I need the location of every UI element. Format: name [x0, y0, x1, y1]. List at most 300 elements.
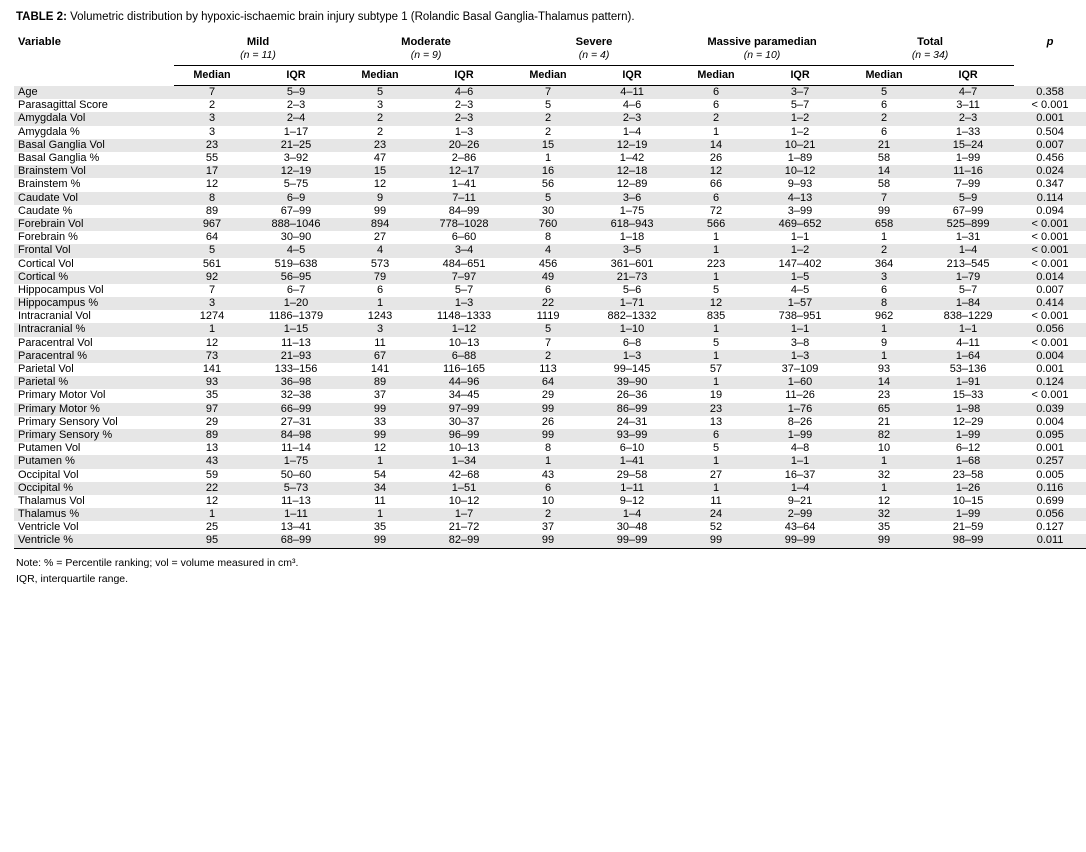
- row-cell: 68–99: [250, 534, 342, 548]
- row-cell: 6–10: [619, 442, 645, 455]
- row-cell: 2: [208, 99, 216, 112]
- row-cell: 33: [373, 415, 387, 428]
- row-variable-label: Basal Ganglia %: [18, 152, 100, 164]
- row-cell: 1–5: [754, 271, 846, 284]
- row-cell: 43–64: [784, 521, 816, 534]
- row-cell: 2: [510, 112, 586, 125]
- row-variable-label: Parietal Vol: [18, 363, 74, 375]
- row-cell: 92: [174, 271, 250, 284]
- row-cell: 10–13: [448, 442, 480, 455]
- row-cell: 1: [846, 350, 922, 363]
- row-cell: 4–7: [922, 86, 1014, 100]
- row-cell: 99: [342, 534, 418, 548]
- row-cell: 6: [712, 99, 720, 112]
- row-cell: 32–38: [280, 389, 312, 402]
- row-cell: 1–4: [922, 244, 1014, 257]
- row-cell: 12: [877, 494, 891, 507]
- row-cell: 4–13: [754, 192, 846, 205]
- row-variable-label: Basal Ganglia Vol: [14, 139, 174, 152]
- row-cell: 11–26: [785, 389, 815, 402]
- row-cell: 15: [510, 139, 586, 152]
- row-cell: 1–42: [619, 152, 645, 164]
- row-cell: 2–86: [451, 152, 477, 164]
- row-cell: 16: [510, 165, 586, 178]
- row-variable-label: Caudate Vol: [14, 192, 174, 205]
- row-variable-label: Paracentral %: [14, 350, 174, 363]
- row-cell: 7–99: [955, 178, 981, 191]
- row-cell: 1–12: [418, 323, 510, 336]
- row-p-value: 0.056: [1014, 323, 1086, 336]
- row-cell: 5–7: [454, 283, 474, 296]
- row-cell: 1119: [536, 310, 560, 323]
- row-cell: 36–98: [250, 376, 342, 389]
- row-p-value: 0.358: [1014, 86, 1086, 100]
- row-cell: 2: [846, 244, 922, 257]
- row-cell: 3: [846, 271, 922, 284]
- row-cell: 13: [709, 415, 723, 428]
- row-cell: 6–8: [622, 336, 642, 349]
- table-row: [14, 508, 1086, 521]
- row-cell: 29: [205, 415, 219, 428]
- row-cell: 35: [877, 521, 891, 534]
- row-cell: 3–99: [787, 204, 813, 217]
- table-row: [14, 112, 1086, 125]
- row-cell: 3: [174, 112, 250, 125]
- row-cell: 2: [544, 125, 552, 138]
- row-cell: 1: [678, 323, 754, 336]
- row-cell: 35: [205, 389, 219, 402]
- table-row: [14, 258, 1086, 271]
- row-cell: 57: [709, 363, 723, 375]
- row-cell: 37–109: [781, 363, 819, 375]
- row-cell: 23: [877, 389, 891, 402]
- row-cell: 9–93: [787, 178, 813, 191]
- row-variable-label: Intracranial %: [14, 323, 174, 336]
- note-line-2: IQR, interquartile range.: [16, 572, 129, 585]
- row-cell: 59: [205, 468, 219, 481]
- row-cell: 8: [544, 442, 552, 455]
- row-cell: 1–34: [418, 455, 510, 468]
- row-cell: 67: [342, 350, 418, 363]
- table-row: [14, 337, 1086, 350]
- row-cell: 658: [846, 218, 922, 231]
- row-cell: 6: [678, 192, 754, 205]
- row-variable-label: Primary Sensory %: [14, 429, 174, 442]
- row-cell: 2–3: [418, 112, 510, 125]
- row-variable-label: Amygdala Vol: [14, 112, 174, 125]
- row-cell: 10–13: [448, 336, 480, 349]
- row-variable-label: Forebrain Vol: [14, 218, 174, 231]
- row-cell: 29: [541, 389, 555, 402]
- row-cell: 1: [678, 455, 754, 468]
- row-cell: 7: [544, 336, 552, 349]
- row-cell: 141: [370, 363, 390, 375]
- row-cell: 3–92: [283, 152, 309, 164]
- row-cell: 5–6: [622, 283, 642, 296]
- row-cell: 99: [678, 534, 754, 548]
- row-cell: 13: [205, 442, 219, 455]
- row-cell: 72: [709, 204, 723, 217]
- row-cell: 361–601: [610, 257, 654, 270]
- row-cell: 98–99: [922, 534, 1014, 548]
- row-cell: 44–96: [418, 376, 510, 389]
- table-row: [14, 416, 1086, 429]
- row-cell: 1–26: [922, 482, 1014, 495]
- row-variable-label: Parasagittal Score: [18, 99, 108, 112]
- row-cell: 2–3: [454, 99, 474, 112]
- row-cell: 67–99: [952, 204, 984, 217]
- row-cell: 21–93: [250, 350, 342, 363]
- row-cell: 1–75: [250, 455, 342, 468]
- row-cell: 223: [706, 257, 726, 270]
- row-p-value: 0.699: [1036, 494, 1064, 507]
- row-cell: 6: [510, 482, 586, 495]
- row-cell: 26–36: [616, 389, 648, 402]
- row-cell: 9–12: [619, 494, 645, 507]
- row-variable-label: Ventricle Vol: [18, 521, 79, 534]
- row-cell: 1–33: [955, 125, 981, 138]
- row-cell: 6–60: [451, 231, 477, 244]
- header-group-row: [14, 31, 1086, 66]
- row-p-value: 0.007: [1014, 139, 1086, 152]
- row-cell: 1–1: [754, 323, 846, 336]
- row-p-value: 0.127: [1036, 521, 1064, 534]
- row-cell: 5–75: [283, 178, 309, 191]
- row-cell: 4–6: [622, 99, 642, 112]
- row-cell: 89: [205, 204, 219, 217]
- table-row: [14, 389, 1086, 402]
- header-variable: Variable: [18, 35, 61, 48]
- row-cell: 1: [678, 376, 754, 389]
- row-cell: 4–5: [790, 283, 810, 296]
- row-cell: 1: [678, 482, 754, 495]
- row-cell: 5: [846, 86, 922, 100]
- row-cell: 760: [510, 218, 586, 231]
- row-variable-label: Cortical Vol: [18, 257, 74, 270]
- row-p-value: 0.039: [1014, 403, 1086, 416]
- header-group-massive-paramedian: Massive paramedian (n = 10): [678, 31, 846, 66]
- row-cell: 84–99: [448, 204, 480, 217]
- row-variable-label: Primary Sensory Vol: [18, 415, 118, 428]
- row-cell: 1–2: [754, 244, 846, 257]
- row-cell: 8: [544, 231, 552, 244]
- row-cell: 97: [174, 403, 250, 416]
- row-cell: 8–26: [787, 415, 813, 428]
- table-row: [14, 350, 1086, 363]
- row-p-value: < 0.001: [1014, 218, 1086, 231]
- row-cell: 12–89: [616, 178, 648, 191]
- row-cell: 1–71: [586, 297, 678, 310]
- row-cell: 21–73: [586, 271, 678, 284]
- row-cell: 1: [846, 323, 922, 336]
- row-cell: 26: [709, 152, 723, 164]
- row-cell: 3: [342, 323, 418, 336]
- row-cell: 5: [174, 244, 250, 257]
- row-cell: 23: [342, 139, 418, 152]
- row-cell: 13–41: [280, 521, 312, 534]
- row-cell: 12: [205, 494, 219, 507]
- header-mild-iqr: IQR: [250, 66, 342, 86]
- table-row: [14, 442, 1086, 455]
- row-cell: 5: [712, 336, 720, 349]
- table-row: [14, 244, 1086, 257]
- row-cell: 6: [880, 125, 888, 138]
- table-caption: [16, 10, 1002, 25]
- row-cell: 1–60: [754, 376, 846, 389]
- row-cell: 2–3: [286, 99, 306, 112]
- row-cell: 469–652: [754, 218, 846, 231]
- row-cell: 1: [678, 271, 754, 284]
- row-cell: 99: [342, 403, 418, 416]
- row-cell: 9: [342, 192, 418, 205]
- row-cell: 95: [174, 534, 250, 548]
- row-p-value: 0.347: [1036, 178, 1064, 191]
- row-cell: 4: [342, 244, 418, 257]
- row-cell: 86–99: [586, 403, 678, 416]
- row-cell: 10–12: [754, 165, 846, 178]
- table-row: [14, 152, 1086, 165]
- row-cell: 12: [678, 297, 754, 310]
- row-cell: 7: [174, 86, 250, 100]
- header-massive-median: Median: [678, 66, 754, 86]
- row-cell: 8: [846, 297, 922, 310]
- row-cell: 962: [874, 310, 894, 323]
- row-cell: 99: [877, 204, 891, 217]
- row-cell: 6: [880, 283, 888, 296]
- row-cell: 1: [174, 323, 250, 336]
- row-cell: 5–9: [250, 86, 342, 100]
- row-cell: 53–136: [949, 363, 987, 375]
- row-p-value: < 0.001: [1031, 389, 1069, 402]
- row-cell: 66–99: [250, 403, 342, 416]
- row-variable-label: Forebrain %: [18, 231, 78, 244]
- row-p-value: 0.456: [1036, 152, 1064, 164]
- row-cell: 4–5: [250, 244, 342, 257]
- row-cell: 2: [846, 112, 922, 125]
- row-cell: 3–11: [956, 99, 980, 112]
- row-cell: 1–3: [418, 297, 510, 310]
- row-cell: 967: [174, 218, 250, 231]
- row-cell: 27: [373, 231, 387, 244]
- row-cell: 2: [678, 112, 754, 125]
- table-row: [14, 165, 1086, 178]
- row-cell: 42–68: [448, 468, 480, 481]
- row-cell: 6: [678, 429, 754, 442]
- row-cell: 17: [174, 165, 250, 178]
- row-cell: 1: [174, 508, 250, 521]
- row-cell: 1186–1379: [268, 310, 324, 323]
- table-row: [14, 429, 1086, 442]
- row-cell: 50–60: [280, 468, 312, 481]
- header-total-iqr: IQR: [922, 66, 1014, 86]
- row-cell: 82: [846, 429, 922, 442]
- header-massive-iqr: IQR: [754, 66, 846, 86]
- row-cell: 1–1: [922, 323, 1014, 336]
- row-cell: 10: [877, 442, 891, 455]
- row-cell: 34: [342, 482, 418, 495]
- row-cell: 3–6: [586, 192, 678, 205]
- table-row: [14, 86, 1086, 100]
- row-cell: 22: [510, 297, 586, 310]
- row-cell: 4–11: [956, 336, 980, 349]
- row-cell: 79: [342, 271, 418, 284]
- table-row: [14, 178, 1086, 191]
- table-row: [14, 310, 1086, 323]
- row-cell: 1: [712, 231, 720, 244]
- row-p-value: 0.004: [1014, 350, 1086, 363]
- row-p-value: < 0.001: [1031, 231, 1069, 244]
- header-total-median: Median: [846, 66, 922, 86]
- row-cell: 7: [510, 86, 586, 100]
- row-cell: 1–79: [922, 271, 1014, 284]
- row-cell: 49: [510, 271, 586, 284]
- row-cell: 19: [709, 389, 723, 402]
- row-p-value: 0.056: [1014, 508, 1086, 521]
- row-p-value: < 0.001: [1031, 310, 1069, 323]
- row-cell: 4–8: [790, 442, 810, 455]
- table-row: [14, 455, 1086, 468]
- row-cell: 21–59: [952, 521, 984, 534]
- table-row: [14, 534, 1086, 548]
- row-cell: 21–72: [448, 521, 480, 534]
- table-row: [14, 284, 1086, 297]
- row-cell: 3–4: [418, 244, 510, 257]
- row-cell: 4: [510, 244, 586, 257]
- table-row: [14, 482, 1086, 495]
- row-p-value: 0.095: [1014, 429, 1086, 442]
- row-cell: 6: [678, 86, 754, 100]
- row-p-value: < 0.001: [1014, 244, 1086, 257]
- row-cell: 11–16: [922, 165, 1014, 178]
- row-cell: 37: [541, 521, 555, 534]
- row-variable-label: Thalamus Vol: [18, 494, 85, 507]
- row-cell: 12–19: [586, 139, 678, 152]
- header-moderate-iqr: IQR: [418, 66, 510, 86]
- row-cell: 838–1229: [943, 310, 993, 323]
- row-p-value: 0.116: [1014, 482, 1086, 495]
- row-cell: 23–58: [952, 468, 984, 481]
- row-cell: 32: [846, 508, 922, 521]
- table-notes: [14, 555, 1002, 588]
- row-variable-label: Caudate %: [18, 204, 73, 217]
- row-cell: 1–15: [250, 323, 342, 336]
- row-cell: 2: [510, 350, 586, 363]
- row-cell: 1: [544, 152, 552, 164]
- row-cell: 1: [510, 455, 586, 468]
- row-cell: 738–951: [778, 310, 822, 323]
- row-cell: 1–3: [454, 125, 474, 138]
- row-cell: 835: [706, 310, 726, 323]
- row-cell: 96–99: [418, 429, 510, 442]
- row-cell: 141: [202, 363, 222, 375]
- table-caption-label: TABLE 2:: [16, 11, 67, 23]
- row-cell: 11–13: [281, 336, 311, 349]
- row-cell: 30: [541, 204, 555, 217]
- row-cell: 56–95: [250, 271, 342, 284]
- row-cell: 1243: [367, 310, 393, 323]
- row-cell: 2–99: [754, 508, 846, 521]
- row-cell: 6–88: [418, 350, 510, 363]
- row-cell: 1–31: [955, 231, 981, 244]
- row-cell: 11–13: [281, 494, 311, 507]
- row-cell: 573: [370, 257, 390, 270]
- row-cell: 30–37: [448, 415, 480, 428]
- row-cell: 54: [373, 468, 387, 481]
- row-cell: 58: [877, 178, 891, 191]
- row-cell: 3–5: [586, 244, 678, 257]
- row-p-value: < 0.001: [1031, 99, 1069, 112]
- row-cell: 1–41: [451, 178, 477, 191]
- row-cell: 20–26: [418, 139, 510, 152]
- row-cell: 14: [846, 376, 922, 389]
- row-cell: 12–29: [952, 415, 984, 428]
- row-p-value: 0.001: [1036, 363, 1064, 375]
- row-cell: 6: [544, 283, 552, 296]
- row-cell: 30–48: [616, 521, 648, 534]
- row-cell: 37: [373, 389, 387, 402]
- row-cell: 113: [539, 363, 557, 375]
- row-cell: 99: [510, 429, 586, 442]
- row-cell: 52: [709, 521, 723, 534]
- row-cell: 14: [678, 139, 754, 152]
- row-cell: 21: [877, 415, 891, 428]
- row-cell: 15: [342, 165, 418, 178]
- table-row: [14, 495, 1086, 508]
- row-cell: 11: [710, 494, 722, 507]
- row-cell: 66: [709, 178, 723, 191]
- row-p-value: 0.011: [1014, 534, 1086, 548]
- row-cell: 9–21: [787, 494, 813, 507]
- row-variable-label: Amygdala %: [18, 125, 80, 138]
- row-p-value: < 0.001: [1031, 257, 1069, 270]
- row-cell: 16–37: [784, 468, 816, 481]
- row-p-value: 0.004: [1036, 415, 1064, 428]
- row-cell: 47: [373, 152, 387, 164]
- table-body: [14, 86, 1086, 549]
- row-cell: 12: [205, 178, 219, 191]
- row-cell: 1148–1333: [436, 310, 492, 323]
- row-cell: 2: [376, 125, 384, 138]
- table-row: [14, 218, 1086, 231]
- row-cell: 30–90: [280, 231, 312, 244]
- row-variable-label: Age: [14, 86, 174, 100]
- row-cell: 99: [510, 534, 586, 548]
- row-cell: 99: [342, 429, 418, 442]
- header-group-severe: Severe (n = 4): [510, 31, 678, 66]
- row-cell: 1–64: [922, 350, 1014, 363]
- row-cell: 10–15: [952, 494, 984, 507]
- row-cell: 29–58: [616, 468, 648, 481]
- row-cell: 5: [510, 323, 586, 336]
- row-cell: 21–25: [250, 139, 342, 152]
- row-p-value: 0.124: [1014, 376, 1086, 389]
- row-cell: 1–18: [619, 231, 645, 244]
- row-cell: 1–75: [619, 204, 645, 217]
- row-cell: 82–99: [418, 534, 510, 548]
- row-cell: 24–31: [616, 415, 648, 428]
- row-p-value: 0.005: [1036, 468, 1064, 481]
- row-p-value: 0.007: [1036, 283, 1064, 296]
- row-variable-label: Occipital %: [14, 482, 174, 495]
- row-variable-label: Hippocampus Vol: [18, 283, 104, 296]
- row-cell: 15–33: [952, 389, 984, 402]
- row-cell: 6: [376, 283, 384, 296]
- header-severe-iqr: IQR: [586, 66, 678, 86]
- table-row: [14, 521, 1086, 534]
- row-cell: 1: [342, 508, 418, 521]
- row-cell: 1–41: [586, 455, 678, 468]
- row-cell: 7–11: [418, 192, 510, 205]
